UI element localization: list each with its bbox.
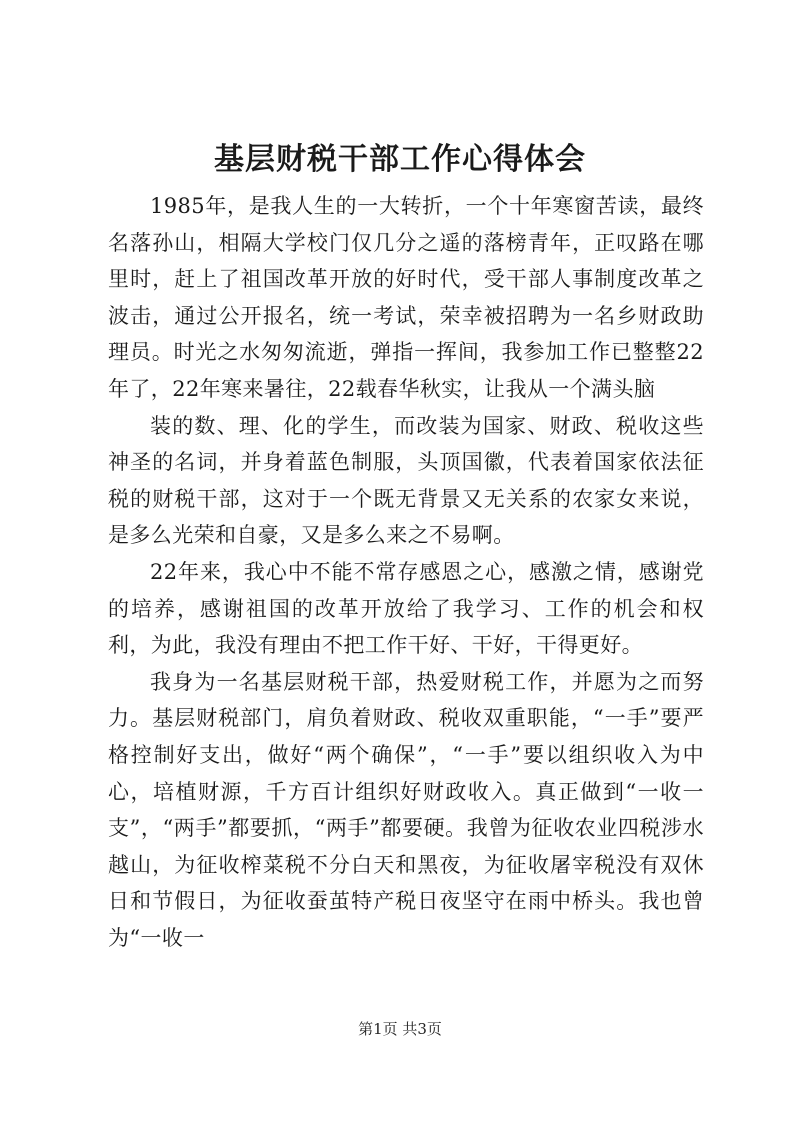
- paragraph-3: 22年来，我心中不能不常存感恩之心，感激之情，感谢党的培养，感谢祖国的改革开放给了我学习、工作的机会和权利，为此，我没有理由不把工作干好、干好，干得更好。: [108, 559, 704, 658]
- paragraph-4: 我身为一名基层财税干部，热爱财税工作，并愿为之而努力。基层财税部门，肩负着财政、税收双重职能，“一手”要严格控制好支出，做好“两个确保”，“一手”要以组织收入为中心，培植财源，千方百计组织好财政收入。真正做到“一收一支”，“两手”都要抓，“两手”都要硬。我曾为征收农业四税涉水越山，为征收榨菜税不分白天和黑夜，为征收屠宰税没有双休日和节假日，为征收蚕茧特产税日夜坚守在雨中桥头。我也曾为“一收一: [108, 669, 704, 950]
- page-number-footer: 第1页 共3页: [358, 1020, 442, 1038]
- paragraph-2: 装的数、理、化的学生，而改装为国家、财政、税收这些神圣的名词，并身着蓝色制服，头顶国徽，代表着国家依法征税的财税干部，这对于一个既无背景又无关系的农家女来说，是多么光荣和自豪，又是多么来之不易啊。: [108, 413, 704, 548]
- document-body: [108, 188, 704, 956]
- document-title: 基层财税干部工作心得体会: [214, 142, 586, 177]
- paragraph-1: 1985年，是我人生的一大转折，一个十年寒窗苦读，最终名落孙山，相隔大学校门仅几分之遥的落榜青年，正叹路在哪里时，赶上了祖国改革开放的好时代，受干部人事制度改革之波击，通过公开报名，统一考试，荣幸被招聘为一名乡财政助理员。时光之水匆匆流逝，弹指一挥间，我参加工作已整整22年了，22年寒来暑往，22载春华秋实，让我从一个满头脑: [108, 194, 704, 401]
